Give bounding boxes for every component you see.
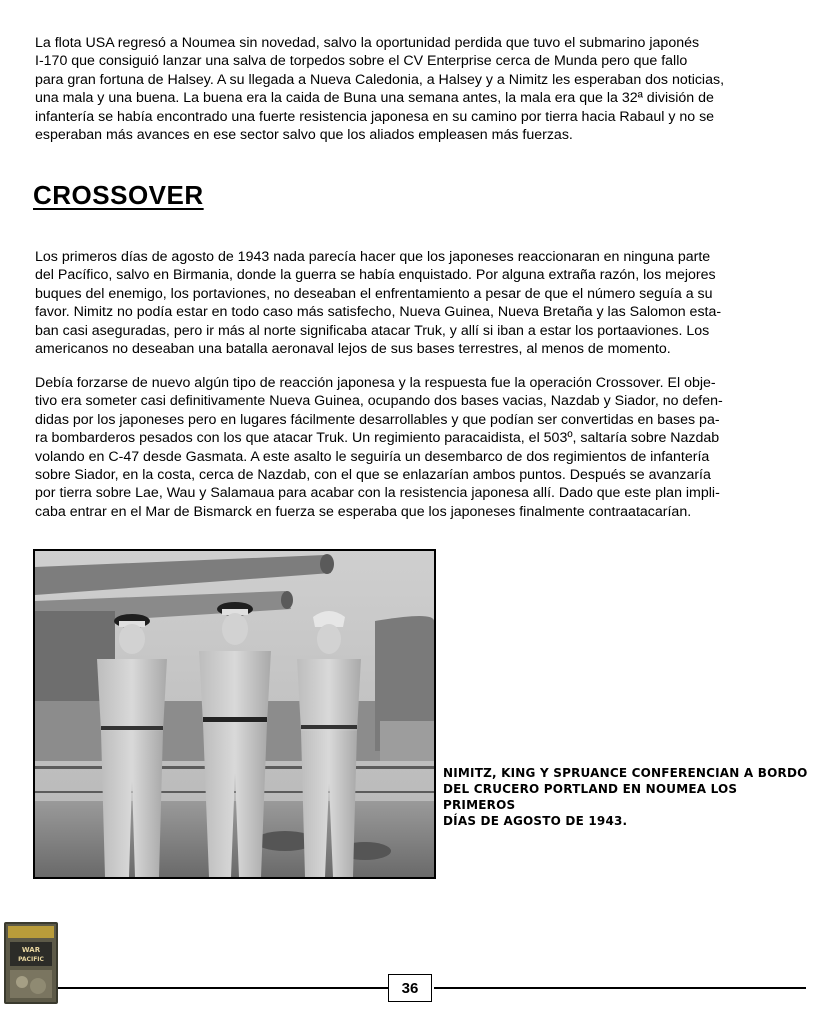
svg-text:WAR: WAR [21,946,41,954]
body-paragraph-1: Los primeros días de agosto de 1943 nada parecía hacer que los japoneses reaccionaran en ninguna parte del Pacífico, salvo en Birmania, donde la guerra se había enquistado. Por alguna extraña razón, los mejores buques del enemigo, los portaviones, no deseaban el enfrentamiento a pesar de que el número seguía a su favor. Nimitz no podía estar en todo caso más satisfecho, Nueva Guinea, Nueva Bretaña y las Salomon esta- ban casi aseguradas, pero ir más al norte significaba atacar Truk, y allí si iban a estar los portaaviones. Los americanos no deseaban una batalla aeronaval lejos de sus bases terrestres, al menos de momento. [35,249,722,358]
body-paragraph-2: Debía forzarse de nuevo algún tipo de reacción japonesa y la respuesta fue la operación Crossover. El obje- tivo era someter casi definitivamente Nueva Guinea, ocupando dos bases vacias, Nazdab y Siador, no defen- didas por los japoneses pero en lugares fácilmente desarrollables y que podían ser convertidas en bases pa- ra bombarderos pesados con los que atacar Truk. Un regimiento paracaidista, el 503º, saltaría sobre Nazdab volando en C-47 desde Gasmata. A este asalto le seguiría un desembarco de dos regimientos de infantería sobre Siador, en la costa, cerca de Nazdab, con el que se enlazarían ambos puntos. Después se avanzaría por tierra sobre Lae, Wau y Salamaua para acabar con la resistencia japonesa allí. Dado que este plan impli- caba entrar en el Mar de Bismarck en fuerza se esperaba que los japoneses finalmente contraatacarían. [35,375,723,520]
historical-photo [33,549,436,879]
intro-paragraph: La flota USA regresó a Noumea sin novedad, salvo la oportunidad perdida que tuvo el submarino japonés I-170 que consiguió lanzar una salva de torpedos sobre el CV Enterprise cerca de Munda pero que fallo para gran fortuna de Halsey. A su llegada a Nueva Caledonia, a Halsey y a Nimitz les esperaban dos noticias, una mala y una buena. La buena era la caida de Buna una semana antes, la mala era que la 32ª división de infantería se había encontrado una fuerte resistencia japonesa en su camino por tierra hacia Rabaul y no se esperaban más avances en ese sector salvo que los aliados empleasen más fuerzas. [35,35,725,144]
footer-rule-left [58,987,388,989]
footer-rule-right [434,987,806,989]
page-number: 36 [388,974,432,1002]
photo-caption: NIMITZ, KING Y SPRUANCE CONFERENCIAN A BORDO DEL CRUCERO PORTLAND EN NOUMEA LOS PRIMEROS DÍAS DE AGOSTO DE 1943. [443,766,808,828]
game-box-logo [4,922,58,1004]
svg-text:PACIFIC: PACIFIC [18,956,44,963]
section-title: CROSSOVER [33,180,204,210]
